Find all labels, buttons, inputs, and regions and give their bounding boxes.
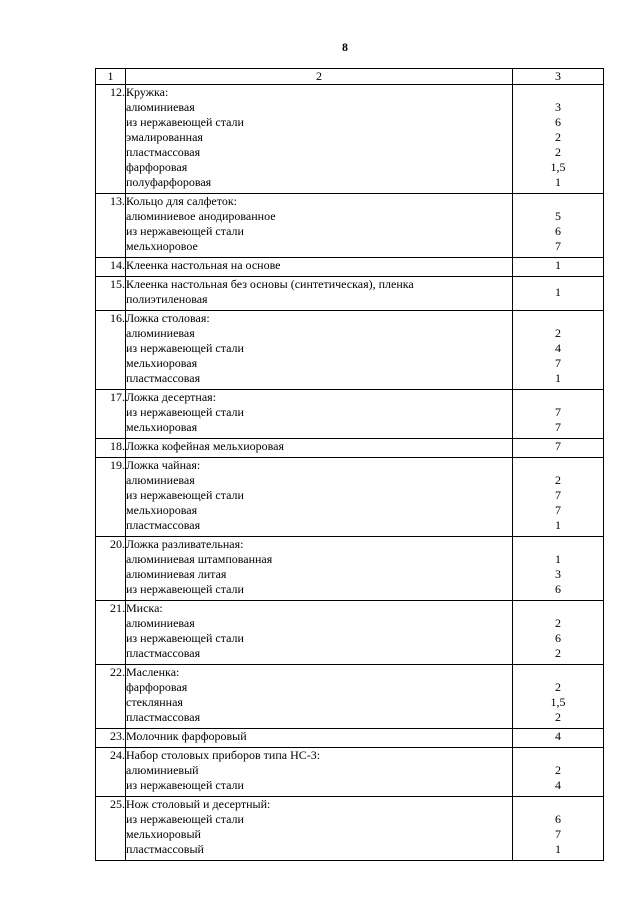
item-description — [126, 439, 513, 458]
sub-item-value: 6 — [555, 582, 561, 596]
item-title: Кружка: — [126, 85, 169, 99]
table-row — [96, 258, 604, 277]
table-row — [96, 277, 604, 311]
sub-item-label: мельхиоровое — [126, 239, 198, 253]
item-description — [126, 665, 513, 729]
item-title: Миска: — [126, 601, 163, 615]
sub-item-label: алюминиевый — [126, 763, 199, 777]
item-description — [126, 729, 513, 748]
blank-line — [513, 311, 603, 326]
sub-item-value: 2 — [555, 145, 561, 159]
item-title: Кольцо для салфеток: — [126, 194, 237, 208]
sub-item-label: из нержавеющей стали — [126, 778, 244, 792]
sub-item-value: 7 — [555, 503, 561, 517]
table-row — [96, 601, 604, 665]
item-values — [513, 85, 604, 194]
row-number: 24. — [96, 748, 126, 797]
sub-item-label: из нержавеющей стали — [126, 631, 244, 645]
item-values — [513, 390, 604, 439]
row-number: 14. — [96, 258, 126, 277]
item-description — [126, 277, 513, 311]
sub-item-label: алюминиевая — [126, 326, 195, 340]
item-title: Масленка: — [126, 665, 180, 679]
sub-item-label: пластмассовая — [126, 371, 201, 385]
item-values — [513, 258, 604, 277]
sub-item-value: 7 — [555, 405, 561, 419]
item-values — [513, 194, 604, 258]
sub-item-label: из нержавеющей стали — [126, 582, 244, 596]
sub-item-value: 3 — [555, 100, 561, 114]
blank-line — [513, 797, 603, 812]
item-values — [513, 537, 604, 601]
sub-item-label: эмалированная — [126, 130, 203, 144]
sub-item-value: 4 — [555, 341, 561, 355]
item-title: Ложка разливательная: — [126, 537, 244, 551]
item-title: Набор столовых приборов типа НС-3: — [126, 748, 321, 762]
blank-line — [513, 390, 603, 405]
row-number: 16. — [96, 311, 126, 390]
sub-item-value: 2 — [555, 473, 561, 487]
blank-line — [513, 85, 603, 100]
blank-line — [513, 194, 603, 209]
row-number: 13. — [96, 194, 126, 258]
sub-item-value: 1 — [555, 175, 561, 189]
table-row — [96, 194, 604, 258]
sub-item-label: пластмассовая — [126, 518, 201, 532]
item-values — [513, 729, 604, 748]
item-title: Молочник фарфоровый — [126, 729, 247, 743]
item-description — [126, 311, 513, 390]
blank-line — [513, 458, 603, 473]
item-title: Ложка кофейная мельхиоровая — [126, 439, 284, 453]
sub-item-label: пластмассовая — [126, 710, 201, 724]
sub-item-value: 5 — [555, 209, 561, 223]
blank-line — [513, 601, 603, 616]
sub-item-value: 1 — [555, 552, 561, 566]
table-row — [96, 458, 604, 537]
row-number: 12. — [96, 85, 126, 194]
sub-item-label: из нержавеющей стали — [126, 488, 244, 502]
sub-item-label: алюминиевая литая — [126, 567, 227, 581]
sub-item-value: 3 — [555, 567, 561, 581]
table-row — [96, 537, 604, 601]
item-description — [126, 797, 513, 861]
sub-item-value: 2 — [555, 763, 561, 777]
header-col-1: 1 — [96, 69, 126, 85]
row-number: 23. — [96, 729, 126, 748]
table-row — [96, 748, 604, 797]
sub-item-label: из нержавеющей стали — [126, 812, 244, 826]
item-values — [513, 601, 604, 665]
sub-item-value: 7 — [555, 239, 561, 253]
sub-item-value: 2 — [555, 646, 561, 660]
sub-item-label: алюминиевая — [126, 100, 195, 114]
sub-item-value: 2 — [555, 326, 561, 340]
item-title: Ложка десертная: — [126, 390, 217, 404]
header-col-3: 3 — [513, 69, 604, 85]
table-row — [96, 729, 604, 748]
sub-item-value: 2 — [555, 616, 561, 630]
item-title: Клеенка настольная на основе — [126, 258, 281, 272]
blank-line — [513, 537, 603, 552]
table-row — [96, 390, 604, 439]
sub-item-label: фарфоровая — [126, 160, 188, 174]
row-number: 20. — [96, 537, 126, 601]
sub-item-label: алюминиевое анодированное — [126, 209, 276, 223]
item-title: Клеенка настольная без основы (синтетическая), пленка — [126, 277, 414, 291]
blank-line — [513, 748, 603, 763]
sub-item-value: 7 — [555, 420, 561, 434]
sub-item-value: 7 — [555, 488, 561, 502]
page-number: 8 — [342, 40, 348, 54]
header-col-2: 2 — [126, 69, 513, 85]
sub-item-label: мельхиоровый — [126, 827, 201, 841]
sub-item-label: стеклянная — [126, 695, 183, 709]
sub-item-label: фарфоровая — [126, 680, 188, 694]
sub-item-value: 7 — [555, 827, 561, 841]
item-description — [126, 458, 513, 537]
item-description — [126, 537, 513, 601]
table-row — [96, 665, 604, 729]
table-row — [96, 311, 604, 390]
item-description — [126, 390, 513, 439]
table-row — [96, 797, 604, 861]
sub-item-label: алюминиевая штампованная — [126, 552, 273, 566]
table-header-row — [96, 69, 604, 85]
sub-item-value: 2 — [555, 680, 561, 694]
sub-item-value: 6 — [555, 115, 561, 129]
item-description — [126, 258, 513, 277]
sub-item-label: из нержавеющей стали — [126, 224, 244, 238]
table-row — [96, 85, 604, 194]
sub-item-label: мельхиоровая — [126, 356, 198, 370]
item-description — [126, 85, 513, 194]
sub-item-label: алюминиевая — [126, 473, 195, 487]
sub-item-value: 7 — [555, 356, 561, 370]
item-values — [513, 311, 604, 390]
sub-item-label: пластмассовый — [126, 842, 204, 856]
sub-item-label: пластмассовая — [126, 646, 201, 660]
sub-item-label: полуфарфоровая — [126, 175, 212, 189]
sub-item-value: 1,5 — [550, 160, 566, 174]
item-title-continued: полиэтиленовая — [126, 292, 208, 306]
sub-item-label: из нержавеющей стали — [126, 341, 244, 355]
norms-table — [95, 68, 604, 861]
item-description — [126, 194, 513, 258]
item-value: 4 — [555, 729, 561, 743]
item-values — [513, 458, 604, 537]
item-title: Ложка чайная: — [126, 458, 201, 472]
row-number: 17. — [96, 390, 126, 439]
item-value: 7 — [555, 439, 561, 453]
item-title: Ложка столовая: — [126, 311, 210, 325]
sub-item-label: алюминиевая — [126, 616, 195, 630]
blank-line — [513, 665, 603, 680]
row-number: 18. — [96, 439, 126, 458]
item-description — [126, 601, 513, 665]
sub-item-value: 6 — [555, 224, 561, 238]
sub-item-label: мельхиоровая — [126, 503, 198, 517]
sub-item-label: пластмассовая — [126, 145, 201, 159]
sub-item-value: 2 — [555, 130, 561, 144]
item-value: 1 — [555, 258, 561, 272]
item-values — [513, 748, 604, 797]
sub-item-value: 1 — [555, 518, 561, 532]
sub-item-value: 1 — [555, 371, 561, 385]
item-values — [513, 665, 604, 729]
item-title: Нож столовый и десертный: — [126, 797, 271, 811]
row-number: 21. — [96, 601, 126, 665]
sub-item-value: 6 — [555, 631, 561, 645]
item-values — [513, 439, 604, 458]
item-value: 1 — [555, 284, 561, 299]
sub-item-value: 1 — [555, 842, 561, 856]
row-number: 19. — [96, 458, 126, 537]
sub-item-value: 1,5 — [550, 695, 566, 709]
item-values — [513, 277, 604, 311]
sub-item-label: из нержавеющей стали — [126, 405, 244, 419]
row-number: 25. — [96, 797, 126, 861]
sub-item-value: 2 — [555, 710, 561, 724]
row-number: 15. — [96, 277, 126, 311]
sub-item-value: 6 — [555, 812, 561, 826]
row-number: 22. — [96, 665, 126, 729]
item-description — [126, 748, 513, 797]
item-values — [513, 797, 604, 861]
table-row — [96, 439, 604, 458]
sub-item-label: мельхиоровая — [126, 420, 198, 434]
sub-item-label: из нержавеющей стали — [126, 115, 244, 129]
sub-item-value: 4 — [555, 778, 561, 792]
